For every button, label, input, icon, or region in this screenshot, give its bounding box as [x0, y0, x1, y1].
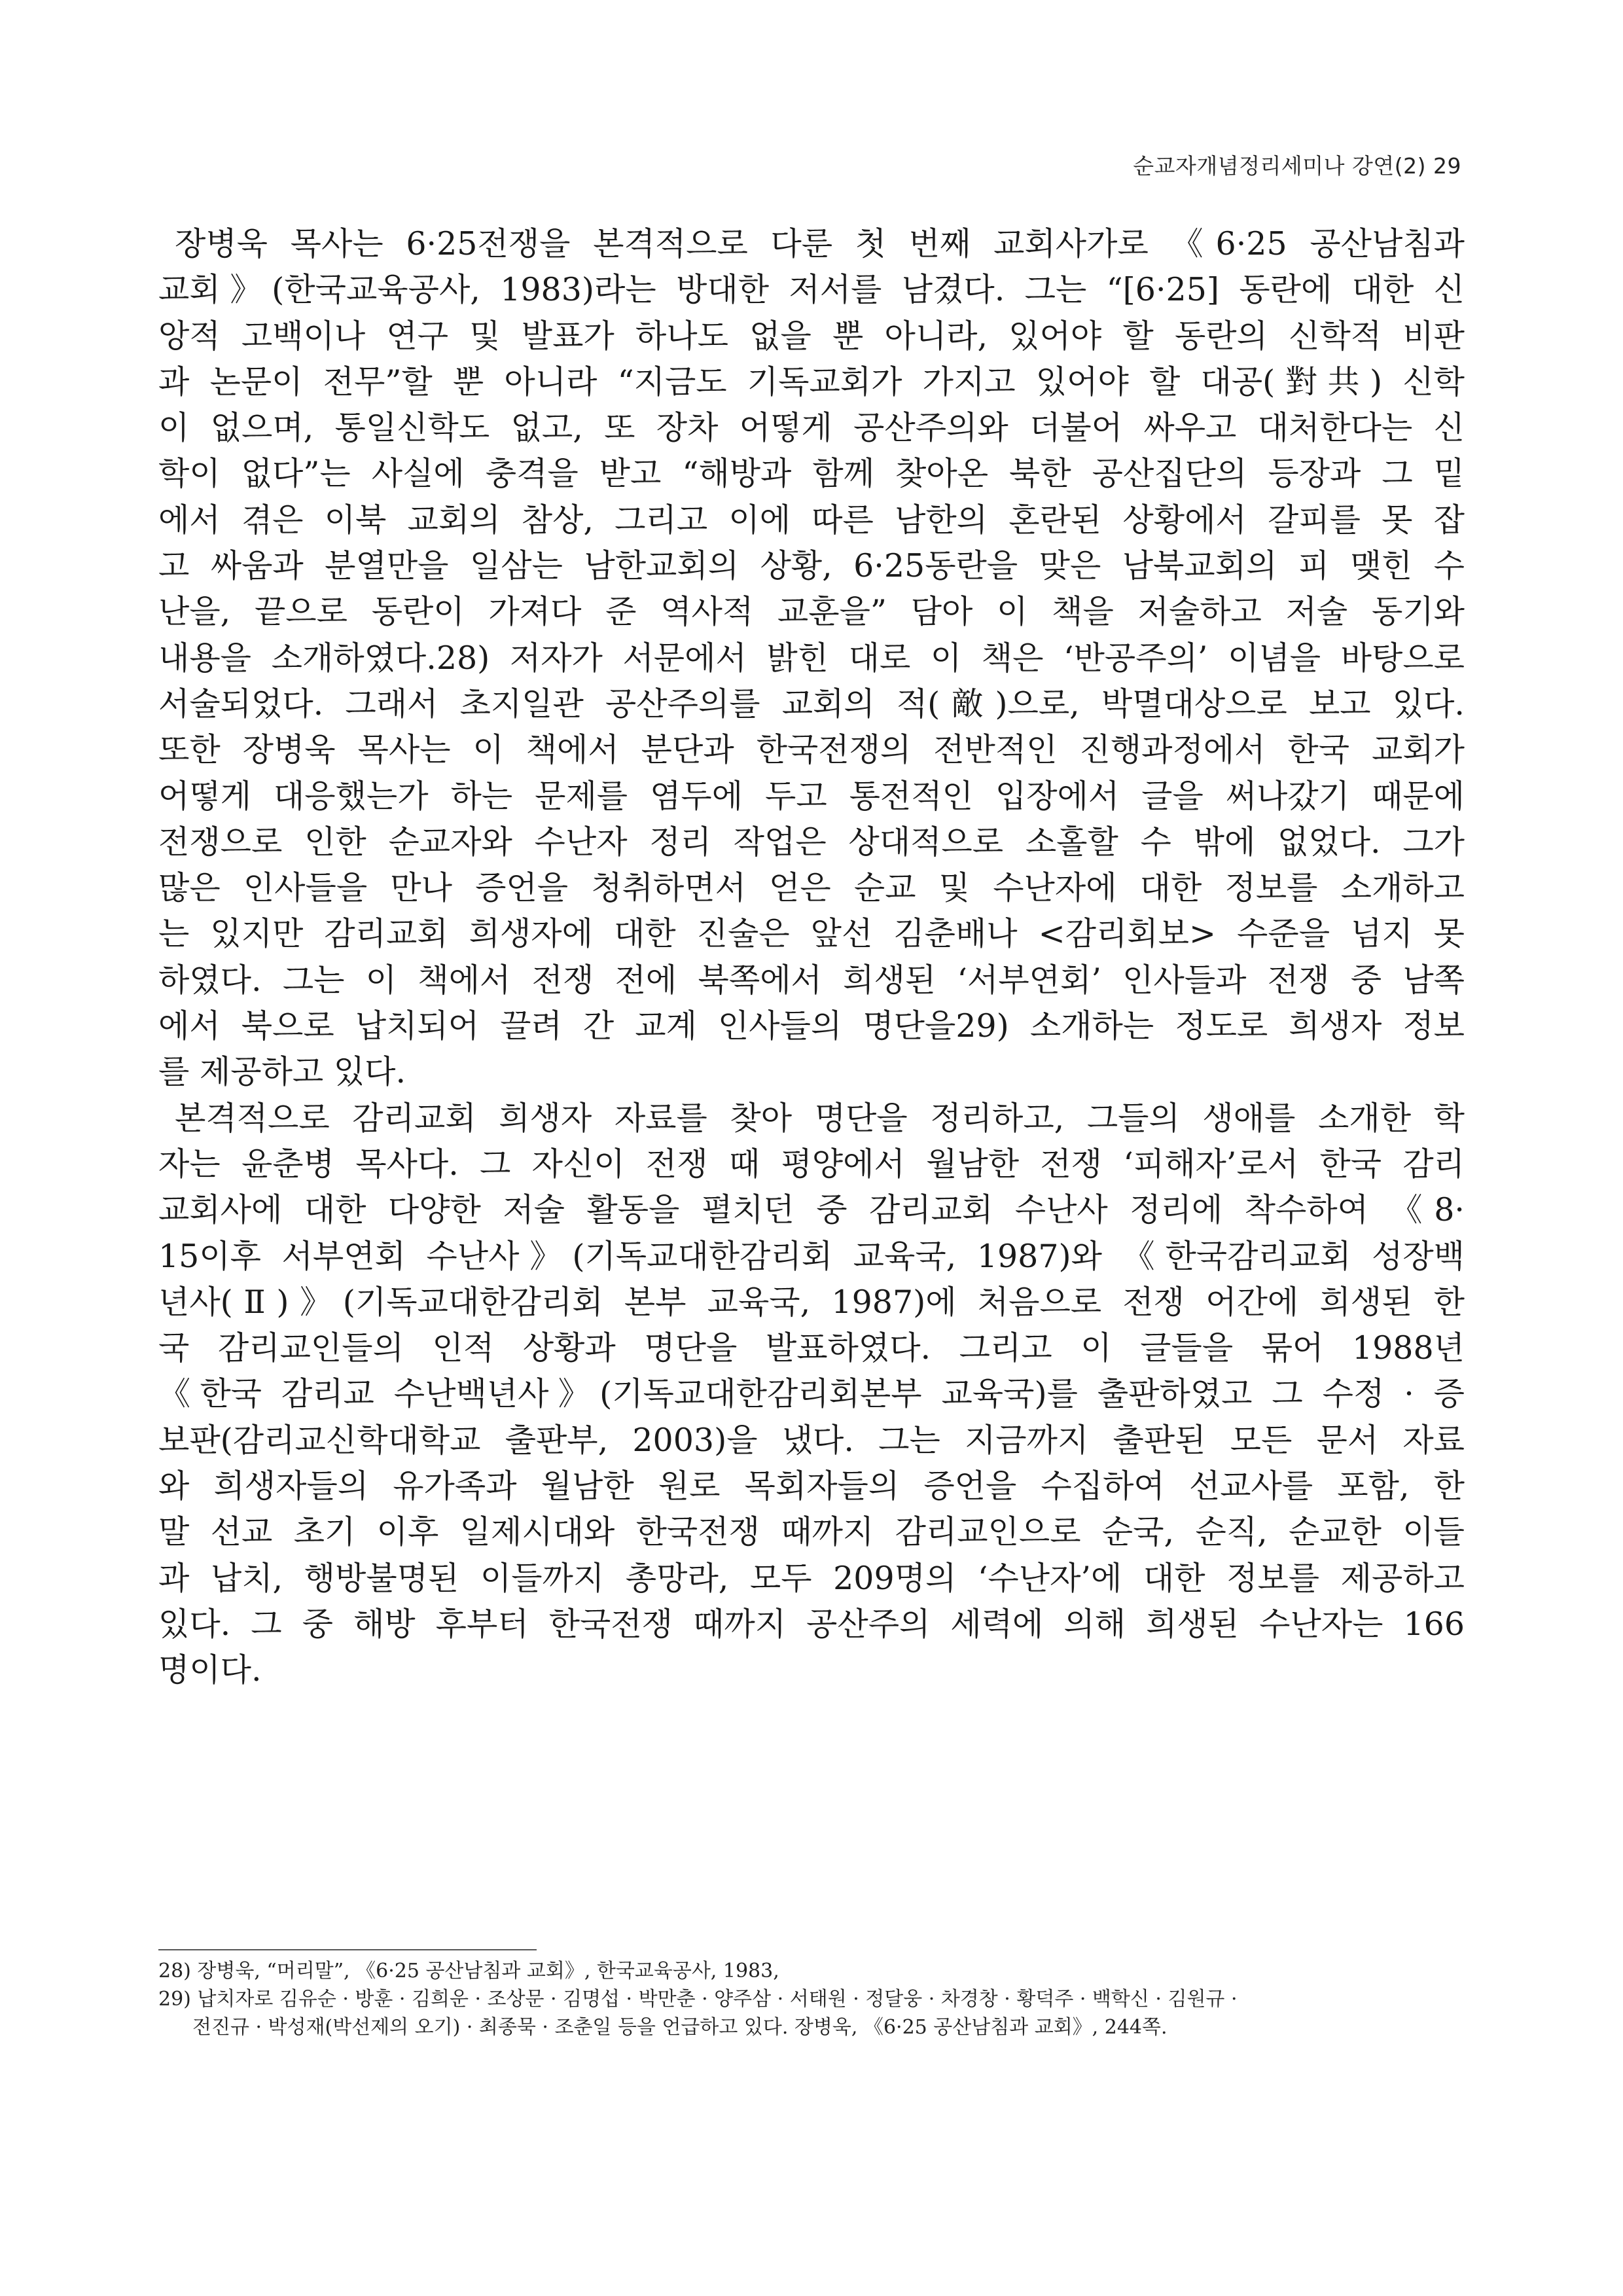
- body-text: [158, 221, 1465, 1694]
- text-line: 자는 윤춘병 목사다. 그 자신이 전쟁 때 평양에서 월남한 전쟁 ‘피해자’로서 한국 감리: [158, 1145, 1465, 1183]
- footnote-29: 29) 납치자로 김유순 · 방훈 · 김희운 · 조상문 · 김명섭 · 박만춘 · 양주삼 · 서태원 · 정달웅 · 차경창 · 황덕주 · 백학신 · 김원규 ·: [158, 1988, 1238, 2011]
- text-line: 《한국 감리교 수난백년사》(기독교대한감리회본부 교육국)를 출판하였고 그 수정 · 증: [158, 1375, 1465, 1413]
- text-line: 15이후 서부연회 수난사》(기독교대한감리회 교육국, 1987)와 《한국감리교회 성장백: [158, 1237, 1465, 1275]
- text-line: 하였다. 그는 이 책에서 전쟁 전에 북쪽에서 희생된 ‘서부연회’ 인사들과 전쟁 중 남쪽: [158, 961, 1465, 999]
- text-line: 서술되었다. 그래서 초지일관 공산주의를 교회의 적(敵)으로, 박멸대상으로 보고 있다.: [158, 685, 1465, 723]
- running-header: 순교자개념정리세미나 강연(2) 29: [1133, 153, 1461, 179]
- text-line: 명이다.: [158, 1651, 262, 1689]
- text-line: 앙적 고백이나 연구 및 발표가 하나도 없을 뿐 아니라, 있어야 할 동란의 신학적 비판: [158, 317, 1465, 355]
- text-line: 난을, 끝으로 동란이 가져다 준 역사적 교훈을” 담아 이 책을 저술하고 저술 동기와: [158, 593, 1465, 631]
- text-line: 교회사에 대한 다양한 저술 활동을 펼치던 중 감리교회 수난사 정리에 착수하여 《8·: [158, 1191, 1465, 1229]
- text-line: 또한 장병욱 목사는 이 책에서 분단과 한국전쟁의 전반적인 진행과정에서 한국 교회가: [158, 731, 1465, 769]
- text-line: 국 감리교인들의 인적 상황과 명단을 발표하였다. 그리고 이 글들을 묶어 1988년: [158, 1329, 1465, 1367]
- text-line: 고 싸움과 분열만을 일삼는 남한교회의 상황, 6·25동란을 맞은 남북교회의 피 맺힌 수: [158, 547, 1465, 585]
- footnote-29-continued: 전진규 · 박성재(박선제의 오기) · 최종묵 · 조춘일 등을 언급하고 있다. 장병욱, 《6·25 공산남침과 교회》, 244쪽.: [192, 2016, 1168, 2039]
- footnotes: [158, 1957, 1467, 2041]
- text-line: 학이 없다”는 사실에 충격을 받고 “해방과 함께 찾아온 북한 공산집단의 등장과 그 밑: [158, 455, 1465, 493]
- text-line: 교회》(한국교육공사, 1983)라는 방대한 저서를 남겼다. 그는 “[6·25] 동란에 대한 신: [158, 271, 1465, 309]
- text-line: 를 제공하고 있다.: [158, 1053, 406, 1091]
- text-line: 과 논문이 전무”할 뿐 아니라 “지금도 기독교회가 가지고 있어야 할 대공(對共) 신학: [158, 363, 1465, 401]
- text-line: 보판(감리교신학대학교 출판부, 2003)을 냈다. 그는 지금까지 출판된 모든 문서 자료: [158, 1421, 1465, 1459]
- text-line: 와 희생자들의 유가족과 월남한 원로 목회자들의 증언을 수집하여 선교사를 포함, 한: [158, 1467, 1465, 1505]
- text-line: 많은 인사들을 만나 증언을 청취하면서 얻은 순교 및 수난자에 대한 정보를 소개하고: [158, 869, 1465, 907]
- text-line: 있다. 그 중 해방 후부터 한국전쟁 때까지 공산주의 세력에 의해 희생된 수난자는 166: [158, 1605, 1465, 1643]
- footnote-28: 28) 장병욱, “머리말”, 《6·25 공산남침과 교회》, 한국교육공사, 1983,: [158, 1960, 779, 1982]
- text-line: 이 없으며, 통일신학도 없고, 또 장차 어떻게 공산주의와 더불어 싸우고 대처한다는 신: [158, 409, 1465, 447]
- text-line: 말 선교 초기 이후 일제시대와 한국전쟁 때까지 감리교인으로 순국, 순직, 순교한 이들: [158, 1513, 1465, 1551]
- footnote-divider: [158, 1949, 537, 1950]
- text-line: 내용을 소개하였다.28) 저자가 서문에서 밝힌 대로 이 책은 ‘반공주의’ 이념을 바탕으로: [158, 639, 1465, 677]
- text-line: 전쟁으로 인한 순교자와 수난자 정리 작업은 상대적으로 소홀할 수 밖에 없었다. 그가: [158, 823, 1465, 861]
- text-line: 과 납치, 행방불명된 이들까지 총망라, 모두 209명의 ‘수난자’에 대한 정보를 제공하고: [158, 1559, 1465, 1597]
- text-line: 본격적으로 감리교회 희생자 자료를 찾아 명단을 정리하고, 그들의 생애를 소개한 학: [175, 1099, 1465, 1137]
- text-line: 장병욱 목사는 6·25전쟁을 본격적으로 다룬 첫 번째 교회사가로 《6·25 공산남침과: [175, 225, 1465, 262]
- text-line: 에서 북으로 납치되어 끌려 간 교계 인사들의 명단을29) 소개하는 정도로 희생자 정보: [158, 1007, 1465, 1045]
- text-line: 년사(Ⅱ)》(기독교대한감리회 본부 교육국, 1987)에 처음으로 전쟁 어간에 희생된 한: [158, 1283, 1465, 1321]
- text-line: 에서 겪은 이북 교회의 참상, 그리고 이에 따른 남한의 혼란된 상황에서 갈피를 못 잡: [158, 501, 1465, 539]
- text-line: 어떻게 대응했는가 하는 문제를 염두에 두고 통전적인 입장에서 글을 써나갔기 때문에: [158, 777, 1465, 815]
- text-line: 는 있지만 감리교회 희생자에 대한 진술은 앞선 김춘배나 <감리회보> 수준을 넘지 못: [158, 915, 1465, 953]
